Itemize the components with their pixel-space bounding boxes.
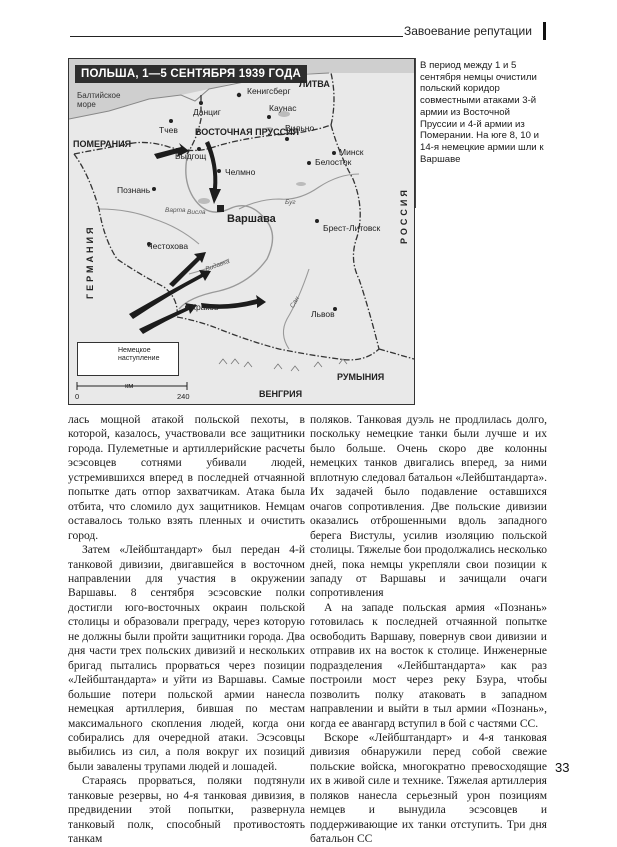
label-belostok: Белосток — [315, 157, 352, 167]
scale-unit: км — [125, 381, 134, 390]
caption-rule — [415, 58, 416, 208]
legend-label: Немецкое наступление — [118, 347, 160, 362]
map-title: ПОЛЬША, 1—5 СЕНТЯБРЯ 1939 ГОДА — [75, 65, 307, 83]
label-san: Сан — [288, 295, 302, 310]
header-bar — [543, 22, 546, 40]
label-czestochowa: Честохова — [147, 241, 189, 251]
map-caption: В период между 1 и 5 сентября немцы очистили польский коридор совместными атаками 3-й армии из Восточной Пруссии и 4-й армии из Померании. На юге 8, 10 и 14-я немецкие армии шли к Варшаве — [420, 60, 544, 165]
label-chelmno: Челмно — [225, 167, 256, 177]
text-column-left — [68, 413, 305, 847]
paragraph: А на западе польская армия «Познань» готовилась к последней отчаянной попытке освободить Варшаву, повернув свои дивизии и отправив их на восток к столице. Инженерные подразделения «Лейбштандарта» как раз построили мост через реку Бзура, чтобы позволить полку атаковать в западном направлении и выйти в тыл армии «Познань», когда ее авангард вступил в бой с частями СС. — [310, 601, 547, 730]
label-lvov: Львов — [311, 309, 335, 319]
label-krakow: Краков — [191, 302, 219, 312]
label-romania: РУМЫНИЯ — [337, 372, 385, 382]
label-bydgoszcz: Быдгощ — [175, 151, 207, 161]
label-poznan: Познань — [117, 185, 151, 195]
label-tchev: Тчев — [159, 125, 178, 135]
text-column-right — [310, 413, 547, 847]
map-poland-1939 — [68, 58, 415, 405]
label-konigsberg: Кенигсберг — [247, 86, 291, 96]
label-hungary: ВЕНГРИЯ — [259, 389, 303, 399]
paragraph: Затем «Лейбштандарт» был передан 4-й танковой дивизии, двигавшейся в восточном направлении для участия в окружении Варшавы. 8 сентября эсэсовские полки достигли юго-восточных окраин польской столицы и образовали преграду, через которую не должны были пройти защитники города. Два дня части трех польских дивизий и нескольких бригад пытались прорваться через позиции «Лейбштандарта» и уйти из Варшавы. Самые большие потери польской армии нанесла немецкая артиллерия, бившая по местам максимального скопления людей, когда они собирались для очередной атаки. Эсэсовцы выбились из сил, а поля вокруг их позиций были завалены трупами людей и лошадей. — [68, 544, 305, 773]
label-east-prussia: ВОСТОЧНАЯ ПРУССИЯ — [195, 127, 300, 137]
label-vistula: Висла — [187, 209, 206, 216]
label-pomerania: ПОМЕРАНИЯ — [73, 139, 132, 149]
paragraph: Вскоре «Лейбштандарт» и 4-я танковая дивизия обнаружили перед собой свежие польские войска, многократно превосходящие их в живой силе и технике. Тяжелая артиллерия поляков нанесла серьезный урон позициям немцев и вынудила эсэсовцев и поддерживающие их танки отступить. Три дня батальон СС — [310, 731, 547, 846]
label-varta: Варта — [165, 207, 186, 214]
label-kaunas: Каунас — [269, 103, 297, 113]
paragraph: лась мощной атакой польской пехоты, в которой, казалось, участвовали все защитники города. Пулеметные и артиллерийские расчеты эсэсовцев сотнями убивали людей, устремившихся вперед в последней отчаянной попытке дать отпор захватчикам. Атака была отбита, что сломило дух защитников. Немцам оставалось только взять пленных и очистить город. — [68, 414, 305, 542]
paragraph: Стараясь прорваться, поляки подтянули танковые резервы, но 4-я танковая дивизия, в предвидении этой попытки, развернула танковый полк, способный противостоять танкам — [68, 775, 305, 846]
scale-end: 240 — [177, 392, 190, 401]
map-legend — [77, 342, 179, 376]
paragraph: поляков. Танковая дуэль не продлилась долго, поскольку немецкие танки были лучше и их было больше. Очень скоро две колонны немецких танков двигались вперед, за ними вплотную следовал батальон «Лейбштандарта». Их задачей было подавление оставшихся очагов сопротивления. Две польские дивизии оказались отброшенными вдоль западного берега Вистулы, усилив изоляцию польской столицы. Тяжелые бои продолжались несколько дней, пока немцы укрепляли свои позиции к западу от Варшавы и зачищали очаги сопротивления — [310, 414, 547, 600]
label-lithuania: ЛИТВА — [299, 79, 330, 89]
label-vilno: Вильно — [285, 123, 315, 133]
section-title: Завоевание репутации — [404, 24, 532, 38]
label-warsaw: Варшава — [227, 213, 276, 225]
page-number: 33 — [555, 760, 570, 775]
label-germany: ГЕРМАНИЯ — [85, 224, 95, 299]
scale-start: 0 — [75, 392, 80, 401]
label-brest: Брест-Литовск — [323, 223, 381, 233]
label-danzig: Данциг — [193, 107, 221, 117]
label-bug: Буг — [285, 199, 296, 206]
label-baltic-sea: Балтийское море — [77, 91, 121, 109]
label-russia: РОССИЯ — [399, 187, 409, 244]
label-minsk: Минск — [339, 147, 364, 157]
label-vidavka: Видавка — [204, 257, 231, 274]
